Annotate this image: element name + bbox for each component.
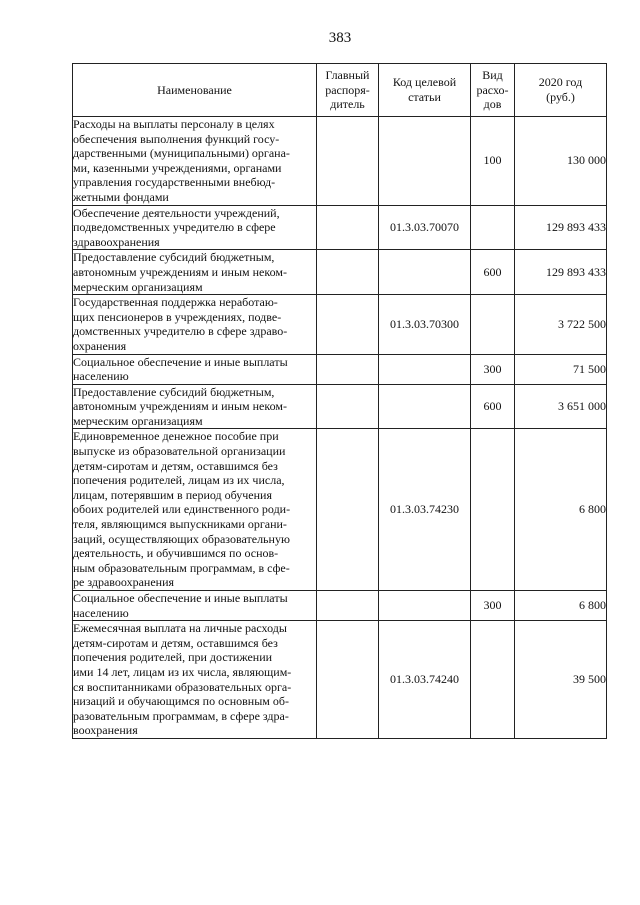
cell-type	[471, 429, 515, 591]
header-amount: 2020 год (руб.)	[515, 64, 607, 117]
cell-code: 01.3.03.70300	[379, 295, 471, 354]
cell-code	[379, 384, 471, 429]
cell-amount: 6 800	[515, 591, 607, 621]
cell-name: Социальное обеспечение и иные выплаты населению	[73, 354, 317, 384]
table-row	[73, 205, 607, 250]
cell-amount: 129 893 433	[515, 205, 607, 250]
cell-admin	[317, 250, 379, 295]
cell-code: 01.3.03.70070	[379, 205, 471, 250]
cell-type: 300	[471, 354, 515, 384]
table-row	[73, 621, 607, 739]
cell-code	[379, 591, 471, 621]
cell-amount: 71 500	[515, 354, 607, 384]
cell-amount: 129 893 433	[515, 250, 607, 295]
cell-code: 01.3.03.74230	[379, 429, 471, 591]
table-body	[73, 117, 607, 739]
cell-admin	[317, 205, 379, 250]
cell-amount: 3 651 000	[515, 384, 607, 429]
cell-admin	[317, 591, 379, 621]
cell-name: Социальное обеспечение и иные выплаты населению	[73, 591, 317, 621]
cell-name: Государственная поддержка неработаю- щих пенсионеров в учреждениях, подве- домственных учредителю в сфере здраво- охранения	[73, 295, 317, 354]
cell-type: 600	[471, 384, 515, 429]
cell-type: 300	[471, 591, 515, 621]
cell-amount: 39 500	[515, 621, 607, 739]
cell-code	[379, 354, 471, 384]
cell-admin	[317, 117, 379, 206]
table-row	[73, 295, 607, 354]
cell-name: Обеспечение деятельности учреждений, подведомственных учредителю в сфере здравоохранения	[73, 205, 317, 250]
table-row	[73, 591, 607, 621]
table-header-row	[73, 64, 607, 117]
cell-admin	[317, 295, 379, 354]
cell-admin	[317, 384, 379, 429]
cell-name: Предоставление субсидий бюджетным, автономным учреждениям и иным неком- мерческим организациям	[73, 384, 317, 429]
page-number: 383	[328, 30, 352, 46]
cell-amount: 130 000	[515, 117, 607, 206]
cell-type: 100	[471, 117, 515, 206]
cell-admin	[317, 354, 379, 384]
cell-name: Предоставление субсидий бюджетным, автономным учреждениям и иным неком- мерческим организациям	[73, 250, 317, 295]
cell-amount: 6 800	[515, 429, 607, 591]
header-code: Код целевой статьи	[379, 64, 471, 117]
table-row	[73, 384, 607, 429]
table-row	[73, 117, 607, 206]
cell-name: Расходы на выплаты персоналу в целях обеспечения выполнения функций госу- дарственными (муниципальными) органа- ми, казенными учреждениями, органами управления государственными внебюд- жетными фондами	[73, 117, 317, 206]
cell-code	[379, 250, 471, 295]
cell-code	[379, 117, 471, 206]
table-row	[73, 250, 607, 295]
cell-name: Ежемесячная выплата на личные расходы детям-сиротам и детям, оставшимся без попечения родителей, при достижении ими 14 лет, лицам из их числа, являющим- ся воспитанниками образовательных орга- низаций и обучающимся по основным об- разовательным программам, в сфере здра- воохранения	[73, 621, 317, 739]
cell-admin	[317, 429, 379, 591]
table-row	[73, 354, 607, 384]
cell-name: Единовременное денежное пособие при выпуске из образовательной организации детям-сиротам и детям, оставшимся без попечения родителей, лицам из их числа, лицам, потерявшим в период обучения обоих родителей или единственного роди- теля, являющимся выпускниками органи- заций, осуществляющих образовательную деятельность, и обучившимся по основ- ным образовательным программам, в сфе- ре здравоохранения	[73, 429, 317, 591]
cell-code: 01.3.03.74240	[379, 621, 471, 739]
header-type: Вид расхо- дов	[471, 64, 515, 117]
header-admin: Главный распоря- дитель	[317, 64, 379, 117]
cell-type	[471, 621, 515, 739]
header-name: Наименование	[73, 64, 317, 117]
cell-type	[471, 295, 515, 354]
budget-table	[72, 63, 607, 739]
cell-type: 600	[471, 250, 515, 295]
cell-admin	[317, 621, 379, 739]
table-row	[73, 429, 607, 591]
cell-amount: 3 722 500	[515, 295, 607, 354]
cell-type	[471, 205, 515, 250]
